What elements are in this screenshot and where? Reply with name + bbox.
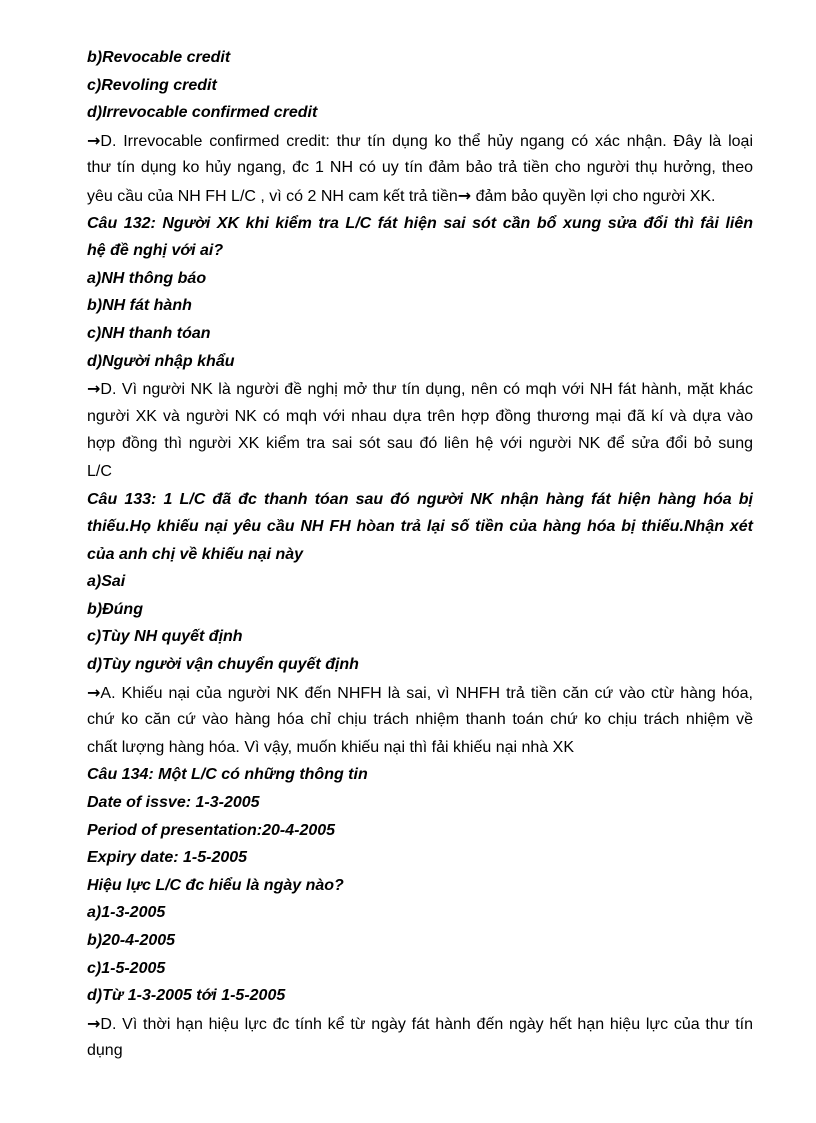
question-title: Câu 132: Người XK khi kiểm tra L/C fát hiện sai sót cần bổ xung sửa đổi thì fải liên — [87, 214, 753, 232]
question-info: Expiry date: 1-5-2005 — [87, 849, 248, 867]
option-d: d)Tùy người vận chuyển quyết định — [87, 656, 359, 674]
question-title: thiếu.Họ khiếu nại yêu cầu NH FH hòan trả lại số tiền của hàng hóa bị thiếu.Nhận xét — [87, 518, 753, 536]
arrow-icon: → — [457, 185, 472, 205]
answer-line: L/C — [87, 462, 112, 480]
option-a: a)1-3-2005 — [87, 904, 166, 922]
answer-line: →D. Vì người NK là người đề nghị mở thư tín dụng, nên có mqh với NH fát hành, mặt khác — [87, 379, 753, 399]
answer-line: dụng — [87, 1042, 123, 1060]
option-d: d)Irrevocable confirmed credit — [87, 104, 318, 122]
option-a: a)NH thông báo — [87, 269, 207, 287]
answer-line: người XK và người NK có mqh với nhau dựa trên hợp đồng thương mại đã kí và dựa vào — [87, 407, 753, 425]
answer-line: hợp đồng thì người XK kiểm tra sai sót sau đó liên hệ với người NK để sửa đổi bỏ sung — [87, 435, 753, 453]
answer-line: →D. Vì thời hạn hiệu lực đc tính kể từ ngày fát hành đến ngày hết hạn hiệu lực của thư tín — [87, 1013, 753, 1033]
option-b: b)Revocable credit — [87, 49, 231, 66]
question-title: hệ đề nghị với ai? — [87, 242, 224, 260]
option-c: c)Revoling credit — [87, 76, 217, 94]
option-c: c)NH thanh tóan — [87, 324, 211, 342]
question-title: của anh chị về khiếu nại này — [87, 545, 304, 563]
option-c: c)1-5-2005 — [87, 959, 166, 977]
option-b: b)20-4-2005 — [87, 932, 176, 949]
option-d: d)Người nhập khẩu — [87, 352, 235, 370]
question-prompt: Hiệu lực L/C đc hiểu là ngày nào? — [87, 876, 344, 894]
option-b: b)NH fát hành — [87, 297, 192, 315]
answer-line: chất lượng hàng hóa. Vì vậy, muốn khiếu nại thì fải khiếu nại nhà XK — [87, 738, 574, 756]
option-a: a)Sai — [87, 573, 126, 591]
option-c: c)Tùy NH quyết định — [87, 628, 243, 646]
arrow-icon: → — [87, 682, 101, 702]
answer-line: thư tín dụng ko hủy ngang, đc 1 NH có uy tín đảm bảo trả tiền cho người thụ hưởng, theo — [87, 159, 753, 177]
option-b: b)Đúng — [87, 600, 143, 618]
arrow-icon: → — [87, 130, 101, 150]
answer-line: →D. Irrevocable confirmed credit: thư tín dụng ko thể hủy ngang có xác nhận. Đây là loại — [87, 130, 753, 150]
question-info: Date of issve: 1-3-2005 — [87, 794, 260, 812]
question-title: Câu 134: Một L/C có những thông tin — [87, 766, 368, 784]
option-d: d)Từ 1-3-2005 tới 1-5-2005 — [87, 987, 286, 1005]
answer-line: yêu cầu của NH FH L/C , vì có 2 NH cam kết trả tiền→ đảm bảo quyền lợi cho người XK. — [87, 185, 716, 205]
answer-line: chứ ko căn cứ vào hàng hóa chỉ chịu trách nhiệm thanh toán chứ ko chịu trách nhiệm về — [87, 711, 753, 729]
question-title: Câu 133: 1 L/C đã đc thanh tóan sau đó người NK nhận hàng fát hiện hàng hóa bị — [87, 490, 753, 508]
arrow-icon: → — [87, 379, 101, 399]
document-page — [87, 44, 753, 1065]
arrow-icon: → — [87, 1013, 101, 1033]
answer-line: →A. Khiếu nại của người NK đến NHFH là sai, vì NHFH trả tiền căn cứ vào ctừ hàng hóa, — [87, 682, 753, 702]
question-info: Period of presentation:20-4-2005 — [87, 821, 336, 839]
